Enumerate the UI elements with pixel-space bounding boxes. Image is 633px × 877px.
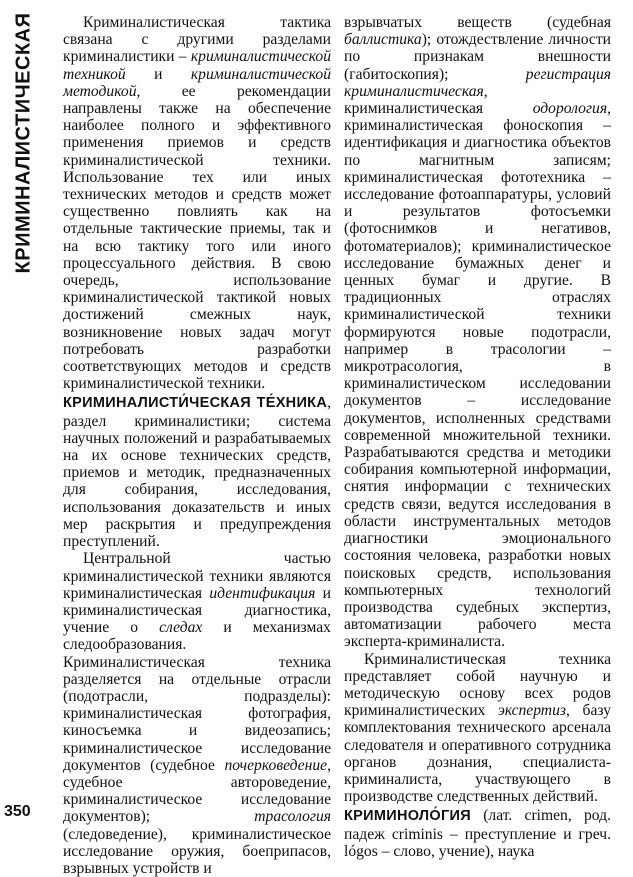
cross-reference: криминалистической техникой [63, 48, 331, 83]
left-column [63, 14, 331, 877]
cross-reference: следах [159, 619, 203, 637]
right-column [344, 14, 611, 860]
cross-reference: баллистика [344, 31, 422, 49]
cross-reference: регистрация криминалистическая [344, 65, 611, 100]
cross-reference: почерковедение [224, 756, 328, 774]
cross-reference: одорология [532, 100, 608, 118]
page-number: 350 [4, 803, 31, 820]
entry-definition: , раздел криминалистики; система научных положений и разрабатываемых на их основе технических средств, приемов и методик, предназначенных для собирания, исследования, использования доказательств и иных мер раскрытия и предупреждения преступлений. [63, 394, 331, 551]
running-head-text: КРИМИНАЛИСТИЧЕСКАЯ [12, 12, 35, 274]
body-paragraph: взрывчатых веществ (судебная баллистика); отождествление личности по признакам внешности (габитоскопия); регистрация криминалистическая, криминалистическая одорология, криминалистическая фоноскопия – идентификация и диагностика объектов по магнитным записям; криминалистическая фототехника – исследование фотоаппаратуры, условий и результатов фотосъемки (фотоснимков и негативов, фотоматериалов); криминалистическое исследование бумажных денег и ценных бумаг и другие. В традиционных отраслях криминалистической техники формируются новые подотрасли, например в трасологии – микротрасология, в криминалистическом исследовании документов – исследование документов, исполненных средствами современной множительной техники. Разрабатываются средства и методики собирания компьютерной информации, снятия информации с технических средств связи, ведутся исследования в области инструментальных методов диагностики эмоционального состояния человека, разработки новых поисковых средств, использования компьютерных технологий производства судебных экспертиз, автоматизации рабочего места эксперта-криминалиста. [344, 14, 611, 651]
body-paragraph: Криминалистическая техника представляет собой научную и методическую основу всех родов криминалистических экспертиз, базу комплектования технического арсенала следователя и оперативного сотрудника органов дознания, специалиста-криминалиста, участвующего в производстве следственных действий. [344, 650, 611, 806]
cross-reference: экспертиз [498, 702, 566, 720]
cross-reference: трасология [254, 808, 331, 826]
running-head [4, 12, 44, 274]
dictionary-entry [63, 394, 331, 550]
cross-reference: криминалистической методикой [63, 65, 331, 100]
entry-headword: КРИМИНАЛИСТИ́ЧЕСКАЯ ТЕ́ХНИКА [63, 395, 328, 412]
tactics-paragraph: Криминалистическая тактика связана с другими разделами криминалистики – криминалистической техникой и криминалистической методикой, ее рекомендации направлены также на обеспечение наиболее полного и эффективного применения приемов и средств криминалистической техники. Использование тех или иных технических методов и средств может существенно повлиять как на отдельные тактические приемы, так и на всю тактику того или иного процессуального действия. В свою очередь, использование криминалистической тактикой новых достижений смежных наук, возникновение новых задач могут потребовать разработки соответствующих методов и средств криминалистической техники. [63, 14, 331, 393]
body-paragraph: Центральной частью криминалистической техники являются криминалистическая идентификация и криминалистическая диагностика, учение о следах и механизмах следообразования. Криминалистическая техника разделяется на отдельные отрасли (подотрасли, подразделы): криминалистическая фотография, киносъемка и видеозапись; криминалистическое исследование документов (судебное почерковедение, судебное автороведение, криминалистическое исследование документов); трасология (следоведение), криминалистическое исследование оружия, боеприпасов, взрывных устройств и [63, 550, 331, 877]
dictionary-entry [344, 807, 611, 860]
cross-reference: идентификация [209, 584, 316, 602]
entry-definition: (лат. crimen, род. падеж criminis – преступление и греч. lógos – слово, учение), наука [344, 807, 611, 860]
entry-headword: КРИМИНОЛО́ГИЯ [344, 808, 471, 825]
